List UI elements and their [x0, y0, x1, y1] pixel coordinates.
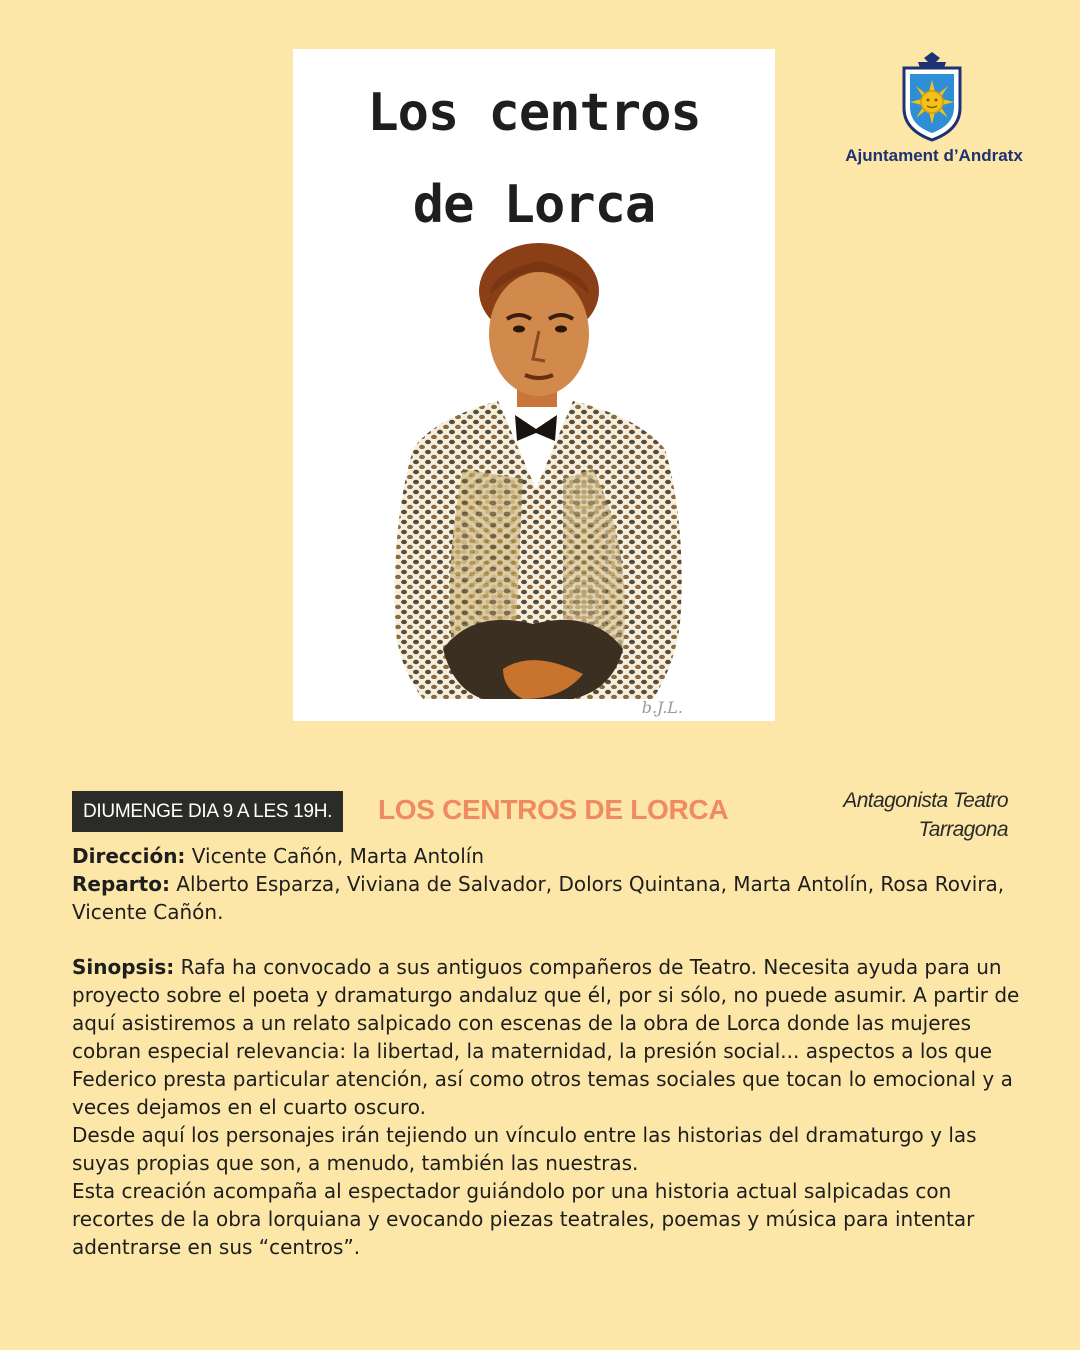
- ajuntament-logo: [836, 50, 1036, 170]
- show-title: LOS CENTROS DE LORCA: [378, 794, 729, 825]
- company-name: Antagonista Teatro: [843, 789, 1008, 812]
- direction-line: [72, 842, 1012, 870]
- event-date-badge: DIUMENGE DIA 9 A LES 19H.: [72, 791, 343, 832]
- synopsis-paragraph-2: Desde aquí los personajes irán tejiendo un vínculo entre las historias del dramaturgo y las suyas propias que son, a menudo, también las nuestras.: [72, 1123, 977, 1175]
- poster-signature: b.J.L.: [641, 698, 683, 717]
- synopsis-text-1: Rafa ha convocado a sus antiguos compañeros de Teatro. Necesita ayuda para un proyecto sobre el poeta y dramaturgo andaluz que él, por si sólo, no puede asumir. A partir de aquí asistiremos a un relato salpicado con escenas de la obra de Lorca donde las mujeres cobran especial relevancia: la libertad, la maternidad, la presión social... aspectos a los que Federico presta particular atención, así como otros temas sociales que tocan lo emocional y a veces dejamos en el cuarto oscuro.: [72, 955, 1020, 1119]
- synopsis-paragraph-3: Esta creación acompaña al espectador guiándolo por una historia actual salpicadas con recortes de la obra lorquiana y evocando piezas teatrales, poemas y música para intentar adentrarse en sus “centros”.: [72, 1179, 975, 1259]
- ajuntament-name: Ajuntament d’Andratx: [845, 146, 1023, 165]
- cast-value: Alberto Esparza, Viviana de Salvador, Dolors Quintana, Marta Antolín, Rosa Rovira, Vicente Cañón.: [72, 872, 1005, 924]
- synopsis-paragraph-1: [72, 953, 1022, 1121]
- coat-of-arms-icon: [898, 50, 966, 142]
- synopsis-block: [72, 953, 1022, 1261]
- direction-label: Dirección:: [72, 844, 186, 868]
- poster-title: [293, 67, 775, 251]
- direction-value: Vicente Cañón, Marta Antolín: [185, 844, 485, 868]
- poster-title-line2: de Lorca: [412, 175, 656, 235]
- cast-label: Reparto:: [72, 872, 170, 896]
- synopsis-label: Sinopsis:: [72, 955, 175, 979]
- poster-image: [293, 49, 775, 721]
- theatre-company: [780, 786, 1008, 844]
- company-city: Tarragona: [918, 818, 1008, 841]
- credits-block: [72, 842, 1012, 926]
- cast-line: [72, 870, 1012, 926]
- poster-title-line1: Los centros: [367, 83, 701, 143]
